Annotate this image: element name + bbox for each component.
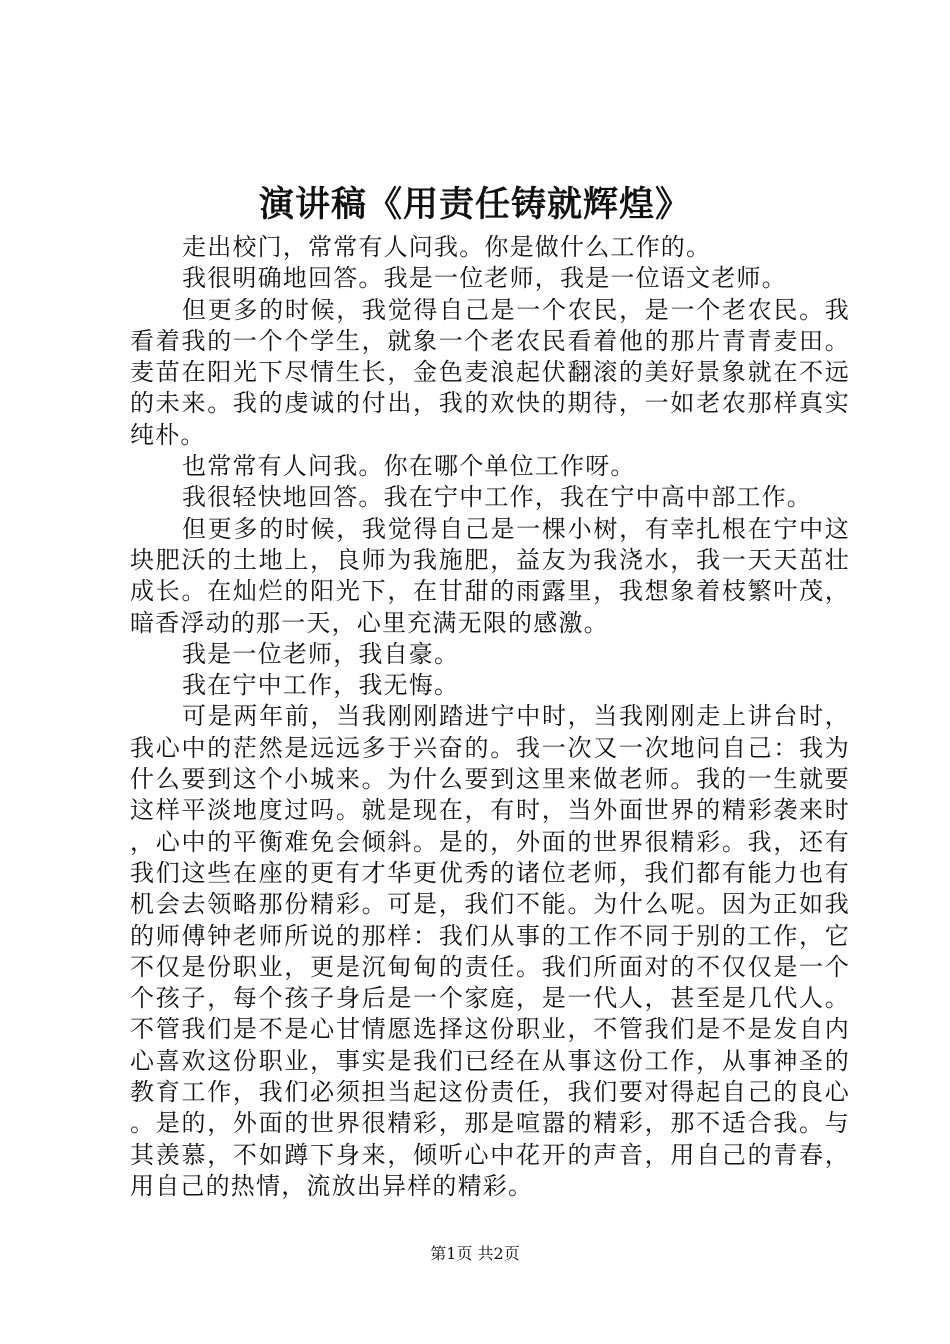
page-footer: 第1页 共2页 (430, 1244, 520, 1263)
document-body (130, 232, 850, 1202)
paragraph: 可是两年前，当我刚刚踏进宁中时，当我刚刚走上讲台时，我心中的茫然是远远多于兴奋的。我一次又一次地问自己：我为什么要到这个小城来。为什么要到这里来做老师。我的一生就要这样平淡地度过吗。就是现在，有时，当外面世界的精彩袭来时，心中的平衡难免会倾斜。是的，外面的世界很精彩。我，还有我们这些在座的更有才华更优秀的诸位老师，我们都有能力也有机会去领略那份精彩。可是，我们不能。为什么呢。因为正如我的师傅钟老师所说的那样：我们从事的工作不同于别的工作，它不仅是份职业，更是沉甸甸的责任。我们所面对的不仅仅是一个个孩子，每个孩子身后是一个家庭，是一代人，甚至是几代人。不管我们是不是心甘情愿选择这份职业，不管我们是不是发自内心喜欢这份职业，事实是我们已经在从事这份工作，从事神圣的教育工作，我们必须担当起这份责任，我们要对得起自己的良心。是的，外面的世界很精彩，那是喧嚣的精彩，那不适合我。与其羡慕，不如蹲下身来，倾听心中花开的声音，用自己的青春，用自己的热情，流放出异样的精彩。 (130, 702, 850, 1200)
paragraph: 我很明确地回答。我是一位老师，我是一位语文老师。 (182, 264, 787, 293)
paragraph: 但更多的时候，我觉得自己是一棵小树，有幸扎根在宁中这块肥沃的土地上，良师为我施肥，益友为我浇水，我一天天茁壮成长。在灿烂的阳光下，在甘甜的雨露里，我想象着枝繁叶茂，暗香浮动的那一天，心里充满无限的感激。 (130, 514, 850, 637)
paragraph: 走出校门，常常有人问我。你是做什么工作的。 (182, 233, 712, 261)
paragraph: 我在宁中工作，我无悔。 (182, 671, 460, 700)
paragraph: 我很轻快地回答。我在宁中工作，我在宁中高中部工作。 (182, 483, 812, 512)
document-title: 演讲稿《用责任铸就辉煌》 (258, 184, 691, 225)
paragraph: 也常常有人问我。你在哪个单位工作呀。 (182, 452, 636, 481)
paragraph: 我是一位老师，我自豪。 (182, 639, 460, 668)
paragraph: 但更多的时候，我觉得自己是一个农民，是一个老农民。我看着我的一个个学生，就象一个老农民看着他的那片青青麦田。麦苗在阳光下尽情生长，金色麦浪起伏翻滚的美好景象就在不远的未来。我的虔诚的付出，我的欢快的期待，一如老农那样真实纯朴。 (130, 295, 850, 449)
